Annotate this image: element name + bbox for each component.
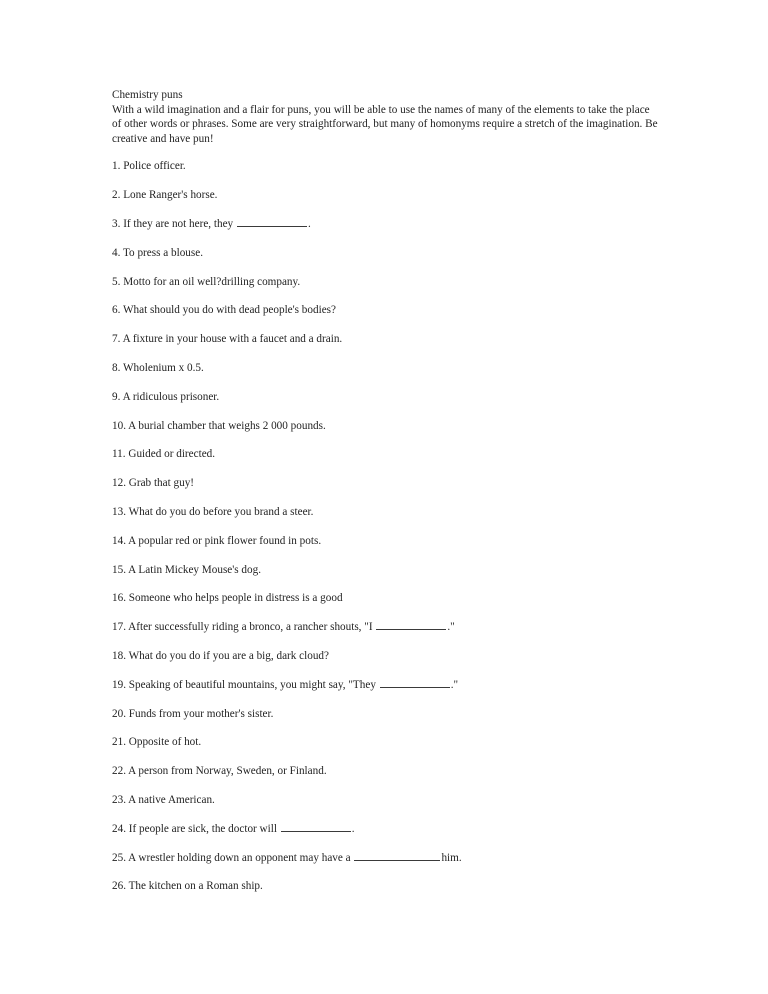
list-item-text: Guided or directed.: [128, 448, 216, 461]
list-item-text: After successfully riding a bronco, a rancher shouts, "I: [128, 621, 373, 634]
list-item-text: Grab that guy!: [128, 477, 195, 490]
list-item-number: 17.: [112, 621, 126, 634]
list-item-text: A Latin Mickey Mouse's dog.: [128, 563, 262, 576]
fill-in-blank[interactable]: [354, 851, 440, 861]
list-item-number: 1.: [112, 160, 121, 173]
list-item-text: What should you do with dead people's bodies?: [123, 304, 336, 317]
list-item: [112, 764, 658, 793]
list-item-number: 22.: [112, 765, 126, 778]
list-item-number: 9.: [112, 390, 121, 403]
list-item-number: 14.: [112, 534, 126, 547]
list-item-text: The kitchen on a Roman ship.: [128, 880, 263, 893]
list-item-number: 7.: [112, 333, 121, 346]
list-item-text: What do you do if you are a big, dark cloud?: [128, 649, 329, 662]
list-item-text: A burial chamber that weighs 2 000 pounds.: [128, 419, 326, 432]
list-item-number: 20.: [112, 707, 126, 720]
list-item: [112, 649, 658, 678]
puns-list: [112, 146, 658, 908]
list-item: [112, 879, 658, 908]
list-item-number: 3.: [112, 218, 121, 231]
fill-in-blank[interactable]: [380, 678, 450, 688]
page-title: Chemistry puns: [112, 89, 183, 101]
list-item: [112, 735, 658, 764]
list-item-text: A popular red or pink flower found in pots.: [128, 534, 322, 547]
list-item-text: Wholenium x 0.5.: [123, 361, 204, 374]
list-item-number: 5.: [112, 275, 121, 288]
list-item-text: If they are not here, they: [123, 218, 234, 231]
fill-in-blank[interactable]: [237, 217, 307, 227]
list-item-text: A person from Norway, Sweden, or Finland.: [128, 765, 327, 778]
list-item-text: If people are sick, the doctor will: [128, 822, 277, 835]
list-item-text: Lone Ranger's horse.: [123, 189, 218, 202]
list-item-text: What do you do before you brand a steer.: [128, 505, 314, 518]
list-item-number: 23.: [112, 793, 126, 806]
list-item-text: Motto for an oil well?drilling company.: [123, 275, 301, 288]
list-item: [112, 563, 658, 592]
list-item-number: 24.: [112, 822, 126, 835]
list-item-text: Funds from your mother's sister.: [128, 707, 274, 720]
list-item-number: 11.: [112, 448, 126, 461]
list-item-number: 16.: [112, 592, 126, 605]
list-item: [112, 303, 658, 332]
list-item-number: 19.: [112, 678, 126, 691]
list-item: [112, 217, 658, 246]
list-item-text: A native American.: [128, 793, 215, 806]
list-item-suffix: .": [447, 621, 455, 634]
list-item-number: 25.: [112, 851, 126, 864]
list-item: [112, 361, 658, 390]
list-item-suffix: .": [450, 678, 459, 691]
list-item-number: 26.: [112, 880, 126, 893]
list-item: [112, 476, 658, 505]
list-item-text: A ridiculous prisoner.: [122, 390, 220, 403]
list-item-number: 18.: [112, 649, 126, 662]
list-item-number: 12.: [112, 477, 126, 490]
list-item-number: 4.: [112, 246, 121, 259]
list-item: [112, 822, 658, 851]
fill-in-blank[interactable]: [376, 620, 446, 630]
list-item-number: 13.: [112, 505, 126, 518]
list-item: [112, 534, 658, 563]
list-item: [112, 620, 658, 649]
list-item-number: 10.: [112, 419, 126, 432]
list-item: [112, 188, 658, 217]
list-item: [112, 505, 658, 534]
list-item: [112, 419, 658, 448]
list-item-number: 21.: [112, 736, 126, 749]
list-item: [112, 246, 658, 275]
fill-in-blank[interactable]: [281, 822, 351, 832]
list-item-suffix: him.: [441, 851, 462, 864]
list-item: [112, 275, 658, 304]
list-item: [112, 591, 658, 620]
list-item: [112, 851, 658, 880]
list-item: [112, 793, 658, 822]
list-item-text: A wrestler holding down an opponent may have a: [128, 851, 351, 864]
list-item-number: 15.: [112, 563, 126, 576]
document-body: [112, 88, 658, 908]
list-item-number: 6.: [112, 304, 121, 317]
list-item: [112, 390, 658, 419]
list-item-number: 8.: [112, 361, 121, 374]
list-item: [112, 678, 658, 707]
intro-paragraph: With a wild imagination and a flair for puns, you will be able to use the names of many of the elements to take the place of other words or phrases. Some are very straightforward, but many of homonyms require a stretch of the imagination. Be creative and have pun!: [112, 103, 658, 145]
list-item-number: 2.: [112, 189, 121, 202]
list-item-suffix: .: [351, 822, 355, 835]
list-item: [112, 707, 658, 736]
list-item-suffix: .: [307, 218, 311, 231]
list-item-text: Opposite of hot.: [128, 736, 202, 749]
list-item: [112, 447, 658, 476]
list-item: [112, 146, 658, 188]
list-item-text: To press a blouse.: [123, 246, 203, 259]
list-item-text: Police officer.: [123, 160, 186, 173]
list-item-text: Someone who helps people in distress is a good: [128, 592, 343, 605]
list-item: [112, 332, 658, 361]
list-item-text: Speaking of beautiful mountains, you might say, "They: [128, 678, 376, 691]
list-item-text: A fixture in your house with a faucet and a drain.: [122, 333, 343, 346]
